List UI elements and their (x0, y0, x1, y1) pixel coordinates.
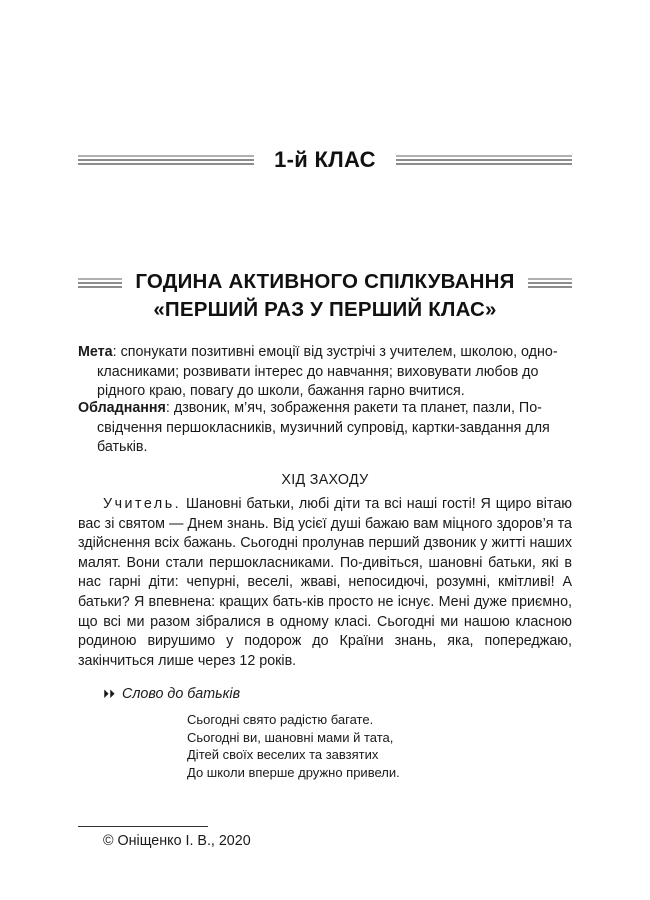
equipment-line-2: свідчення першокласників, музичний супровід, картки-завдання для (97, 419, 550, 436)
double-arrow-icon: ⏵⏵ (103, 687, 116, 701)
section-title (78, 268, 572, 328)
decorative-rule-right (396, 155, 572, 165)
goal-line-2: класниками; розвивати інтерес до навчання; виховувати любов до (97, 363, 539, 380)
footnote-divider (78, 826, 208, 827)
equipment-label: Обладнання (78, 400, 166, 416)
speaker-label: Учитель. (103, 496, 182, 512)
poem-line: Дітей своїх веселих та завзятих (187, 747, 379, 763)
grade-header (78, 147, 572, 175)
decorative-rule-left (78, 155, 254, 165)
event-heading: ХІД ЗАХОДУ (281, 472, 369, 488)
word-to-parents-heading (103, 686, 240, 702)
decorative-rule-right (528, 278, 572, 288)
grade-title: 1-й КЛАС (274, 147, 376, 172)
poem-line: Сьогодні ви, шановні мами й тата, (187, 729, 394, 745)
poem-line: До школи вперше дружно привели. (187, 764, 400, 780)
teacher-speech (78, 495, 572, 671)
equipment-paragraph (78, 399, 572, 458)
goal-line-1: : спонукати позитивні емоції від зустрічі з учителем, школою, одно- (112, 344, 558, 360)
section-title-line1: ГОДИНА АКТИВНОГО СПІЛКУВАННЯ (135, 270, 515, 293)
copyright-notice: © Оніщенко І. В., 2020 (103, 833, 251, 849)
equipment-line-3: батьків. (97, 439, 148, 456)
word-to-parents-label: Слово до батьків (122, 686, 241, 702)
poem (187, 711, 400, 781)
equipment-line-1: : дзвоник, м’яч, зображення ракети та планет, пазли, По- (165, 400, 542, 416)
goal-line-3: рідного краю, повагу до школи, бажання гарно вчитися. (97, 383, 465, 400)
goal-paragraph (78, 343, 572, 402)
goal-label: Мета (78, 344, 113, 360)
poem-line: Сьогодні свято радістю багате. (187, 712, 374, 727)
teacher-speech-text: Шановні батьки, любі діти та всі наші гості! Я щиро вітаю вас зі святом — Днем знань. Від усієї душі бажаю вам міцного здоров’я та здійснення всіх бажань. Сьогодні пролунав перший дзвоник у житті наших малят. Вони стали першокласниками. По-дивіться, шановні батьки, які в нас гарні діти: чепурні, веселі, жваві, непосидючі, розумні, кмітливі! А батьки? Я впевнена: кращих бать-ків просто не існує. Мені дуже приємно, що всі ми разом зібралися в одному класі. Сьогодні ми нашою класною родиною вирушимо у подорож до Країни знань, яка, попереджаю, закінчиться лише через 12 років. (78, 496, 572, 669)
section-title-line2: «ПЕРШИЙ РАЗ У ПЕРШИЙ КЛАС» (153, 298, 497, 321)
